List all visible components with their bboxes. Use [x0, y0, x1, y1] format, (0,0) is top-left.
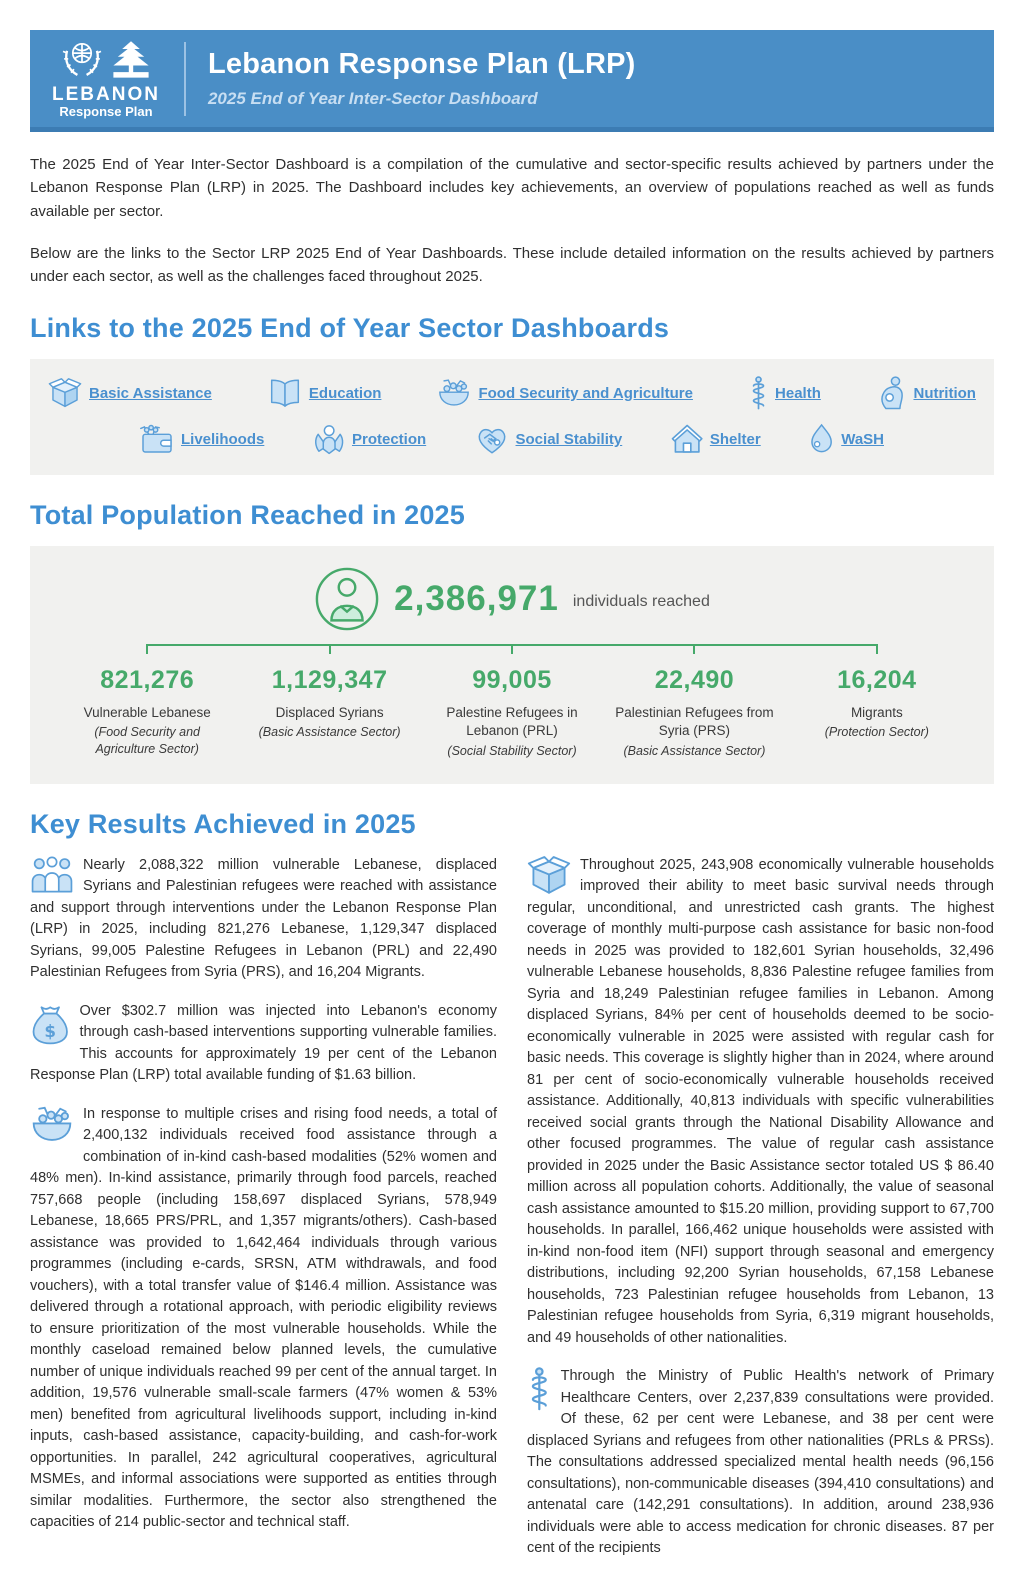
header-banner	[30, 30, 994, 132]
box-icon	[48, 378, 82, 408]
population-bracket	[56, 644, 968, 666]
sector-link-livelihoods[interactable]: Livelihoods	[181, 430, 265, 448]
nutrition-icon	[877, 376, 907, 410]
sector-link-item-food-security-and-agriculture	[437, 378, 692, 409]
sector-link-item-social-stability	[475, 424, 623, 455]
population-group	[421, 666, 603, 759]
key-result-text: In response to multiple crises and rising food needs, a total of 2,400,132 individuals received food assistance through a combination of in-kind cash-based modalities (52% women and 48% men). In-kind assistance, primarily through food parcels, reached 757,668 people (including 158,697 displaced Syrians, 578,949 Lebanese, 18,665 PRS/PRL, and 1,357 migrants/others). Cash-based assistance was provided to 1,642,464 individuals through various programmes (including e-cards, SRSN, ATM withdrawals, and food vouchers), with a total transfer value of $146.4 million. Assistance was delivered through a rotational approach, with periodic eligibility reviews to ensure prioritization of the most vulnerable households. While the monthly caseload remained below planned levels, the cumulative number of unique individuals reached 99 per cent of the annual target. In addition, 19,576 vulnerable small-scale farmers (47% women & 53% men) benefited from agricultural livelihoods support, including in-kind inputs, cash-based assistance, capacity-building, and cash-for-work opportunities. In parallel, 242 agricultural cooperatives, agricultural MSMEs, and informal associations were supported as entities through similar modalities. Furthermore, the sector also strengthened the capacities of 214 public-sector and technical staff.	[30, 1105, 497, 1531]
population-group-sector: (Basic Assistance Sector)	[258, 725, 401, 740]
intro-paragraph-1: The 2025 End of Year Inter-Sector Dashboard is a compilation of the cumulative and sector-specific results achieved by partners under the Lebanon Response Plan (LRP) in 2025. The Dashboard includes key achievements, an overview of populations reached as well as funds available per sector.	[30, 156, 994, 220]
population-group-label: Palestinian Refugees from Syria (PRS)	[615, 705, 774, 739]
page	[0, 30, 1024, 1557]
key-result-text: Throughout 2025, 243,908 economically vulnerable households improved their ability to meet basic survival needs through regular, unconditional, and unrestricted cash grants. The highest coverage of monthly multi-purpose cash assistance for basic non-food needs in 2025 was provided to 182,601 Syrian households, 32,496 vulnerable Lebanese households, 8,836 Palestine refugee families from Syria and 18,249 Palestinian refugee families in Lebanon. Among displaced Syrians, 84% per cent of households deemed to be socio-economically vulnerable in 2025 were assisted with regular cash for basic needs. This coverage is slightly higher than in 2024, where around 81 per cent of socio-economically vulnerable households received assistance. Additionally, 40,813 individuals with specific vulnerabilities received social grants through the National Disability Allowance and other focused programmes. The value of regular cash assistance provided in 2025 under the Basic Assistance sector totaled US $ 86.40 million across all population cohorts. Additionally, the value of seasonal cash assistance amounted to $15.20 million, providing support to 67,700 households. In parallel, 166,462 unique households were assisted with in-kind non-food item (NFI) support through seasonal and emergency distributions, including 92,200 Syrian households, 67,158 Lebanese households, 723 Palestinian refugee households from Lebanon, 13 Palestinian refugee households from Syria, 6,319 migrant households, and 49 households of other nationalities.	[527, 856, 994, 1346]
population-section-heading: Total Population Reached in 2025	[30, 500, 465, 531]
sector-link-wash[interactable]: WaSH	[841, 430, 884, 448]
total-population-row	[56, 566, 968, 632]
health-icon	[527, 1367, 552, 1411]
cedar-tree-icon	[109, 37, 153, 83]
key-result-paragraph	[30, 1104, 497, 1534]
lrp-logo	[52, 37, 160, 119]
population-group	[603, 666, 785, 759]
population-group	[238, 666, 420, 759]
box-icon	[527, 856, 571, 895]
protection-icon	[313, 424, 345, 455]
population-group-value: 99,005	[472, 666, 552, 695]
sector-link-item-education	[268, 378, 382, 408]
bracket-tick	[329, 644, 331, 654]
bracket-tick	[511, 644, 513, 654]
population-group-sector: (Social Stability Sector)	[447, 743, 577, 758]
key-result-paragraph	[527, 855, 994, 1350]
money-bag-icon	[30, 1002, 70, 1046]
bracket-tick	[146, 644, 148, 654]
population-group-value: 22,490	[654, 666, 735, 695]
sector-link-shelter[interactable]: Shelter	[709, 430, 761, 448]
svg-text:$: $	[44, 1020, 57, 1041]
food-icon	[30, 1105, 74, 1145]
shelter-icon	[671, 424, 703, 455]
sector-link-item-protection	[313, 424, 426, 455]
key-results-right-column	[527, 855, 994, 1577]
population-group-sector: (Protection Sector)	[824, 725, 929, 740]
key-result-paragraph	[30, 1001, 497, 1087]
key-results-heading: Key Results Achieved in 2025	[30, 808, 416, 839]
sector-link-basic-assistance[interactable]: Basic Assistance	[89, 384, 212, 402]
key-result-text: Over $302.7 million was injected into Lebanon's economy through cash-based interventions supporting vulnerable families. This accounts for approximately 19 per cent of the Lebanon Response Plan (LRP) total available funding of $1.63 billion.	[30, 1002, 497, 1084]
sector-links-panel	[30, 359, 994, 475]
social-stability-icon	[475, 424, 509, 455]
logo-line1: LEBANON	[52, 84, 160, 106]
population-group-label: Palestine Refugees in Lebanon (PRL)	[446, 705, 578, 739]
sector-links-row-2	[140, 422, 884, 456]
sector-link-protection[interactable]: Protection	[351, 430, 427, 448]
bracket-tick	[693, 644, 695, 654]
population-group-value: 1,129,347	[271, 666, 388, 695]
population-group	[56, 666, 238, 759]
livelihoods-icon	[140, 424, 174, 455]
population-group-sector: (Food Security and Agriculture Sector)	[94, 725, 200, 757]
population-group	[786, 666, 968, 759]
book-icon	[268, 378, 302, 408]
sector-link-item-livelihoods	[140, 424, 264, 455]
total-individuals-label: individuals reached	[572, 593, 710, 611]
sector-link-social-stability[interactable]: Social Stability	[515, 430, 623, 448]
sector-link-item-wash	[809, 422, 884, 456]
population-groups-row	[56, 666, 968, 759]
health-icon	[749, 376, 768, 410]
sector-links-row-1	[48, 376, 976, 410]
population-group-sector: (Basic Assistance Sector)	[623, 743, 766, 758]
person-circle-icon	[314, 566, 380, 632]
key-results-left-column	[30, 855, 497, 1577]
sector-link-food-security-and-agriculture[interactable]: Food Security and Agriculture	[478, 384, 693, 402]
key-result-paragraph	[527, 1366, 994, 1560]
un-emblem-icon	[59, 37, 105, 83]
sector-link-item-shelter	[671, 424, 761, 455]
logo-line2: Response Plan	[59, 104, 153, 120]
sector-link-item-nutrition	[877, 376, 976, 410]
population-group-label: Displaced Syrians	[275, 705, 384, 721]
population-group-value: 16,204	[837, 666, 917, 695]
key-result-paragraph	[30, 855, 497, 984]
key-result-text: Through the Ministry of Public Health's network of Primary Healthcare Centers, over 2,237,839 consultations were provided. Of these, 62 per cent were Lebanese, and 38 per cent were displaced Syrians and refugees from other nationalities (PRLs & PRSs). The consultations addressed specialized mental health needs (96,156 consultations), non-communicable diseases (394,410 consultations) and antenatal care (142,291 consultations). In addition, around 238,936 individuals were able to access medication for chronic diseases. 87 per cent of the recipients	[527, 1368, 994, 1557]
sector-link-health[interactable]: Health	[775, 384, 821, 402]
sector-link-item-basic-assistance	[48, 378, 212, 408]
header-divider	[184, 42, 186, 116]
food-icon	[437, 378, 471, 409]
page-title: Lebanon Response Plan (LRP)	[207, 48, 636, 80]
people-group-icon	[30, 856, 74, 893]
page-subtitle: 2025 End of Year Inter-Sector Dashboard	[207, 89, 538, 108]
wash-icon	[809, 422, 834, 456]
key-results-columns	[30, 855, 994, 1577]
population-panel	[30, 546, 994, 783]
bracket-tick	[876, 644, 878, 654]
intro-paragraph-2: Below are the links to the Sector LRP 2025 End of Year Dashboards. These include detailed information on the results achieved by partners under each sector, as well as the challenges faced throughout 2025.	[30, 244, 994, 285]
population-group-label: Migrants	[850, 705, 903, 721]
population-group-label: Vulnerable Lebanese	[83, 705, 211, 721]
sector-link-education[interactable]: Education	[308, 384, 382, 402]
population-group-value: 821,276	[100, 666, 195, 695]
sector-link-item-health	[749, 376, 821, 410]
sector-link-nutrition[interactable]: Nutrition	[913, 384, 976, 402]
links-section-heading: Links to the 2025 End of Year Sector Dashboards	[30, 313, 670, 344]
total-individuals-value: 2,386,971	[394, 579, 559, 619]
key-result-text: Nearly 2,088,322 million vulnerable Lebanese, displaced Syrians and Palestinian refugees were reached with assistance and support through interventions under the Lebanon Response Plan (LRP) in 2025, including 821,276 Lebanese, 1,129,347 displaced Syrians, 99,005 Palestine Refugees in Lebanon (PRL) and 22,490 Palestinian Refugees from Syria (PRS), and 16,204 Migrants.	[30, 856, 497, 981]
